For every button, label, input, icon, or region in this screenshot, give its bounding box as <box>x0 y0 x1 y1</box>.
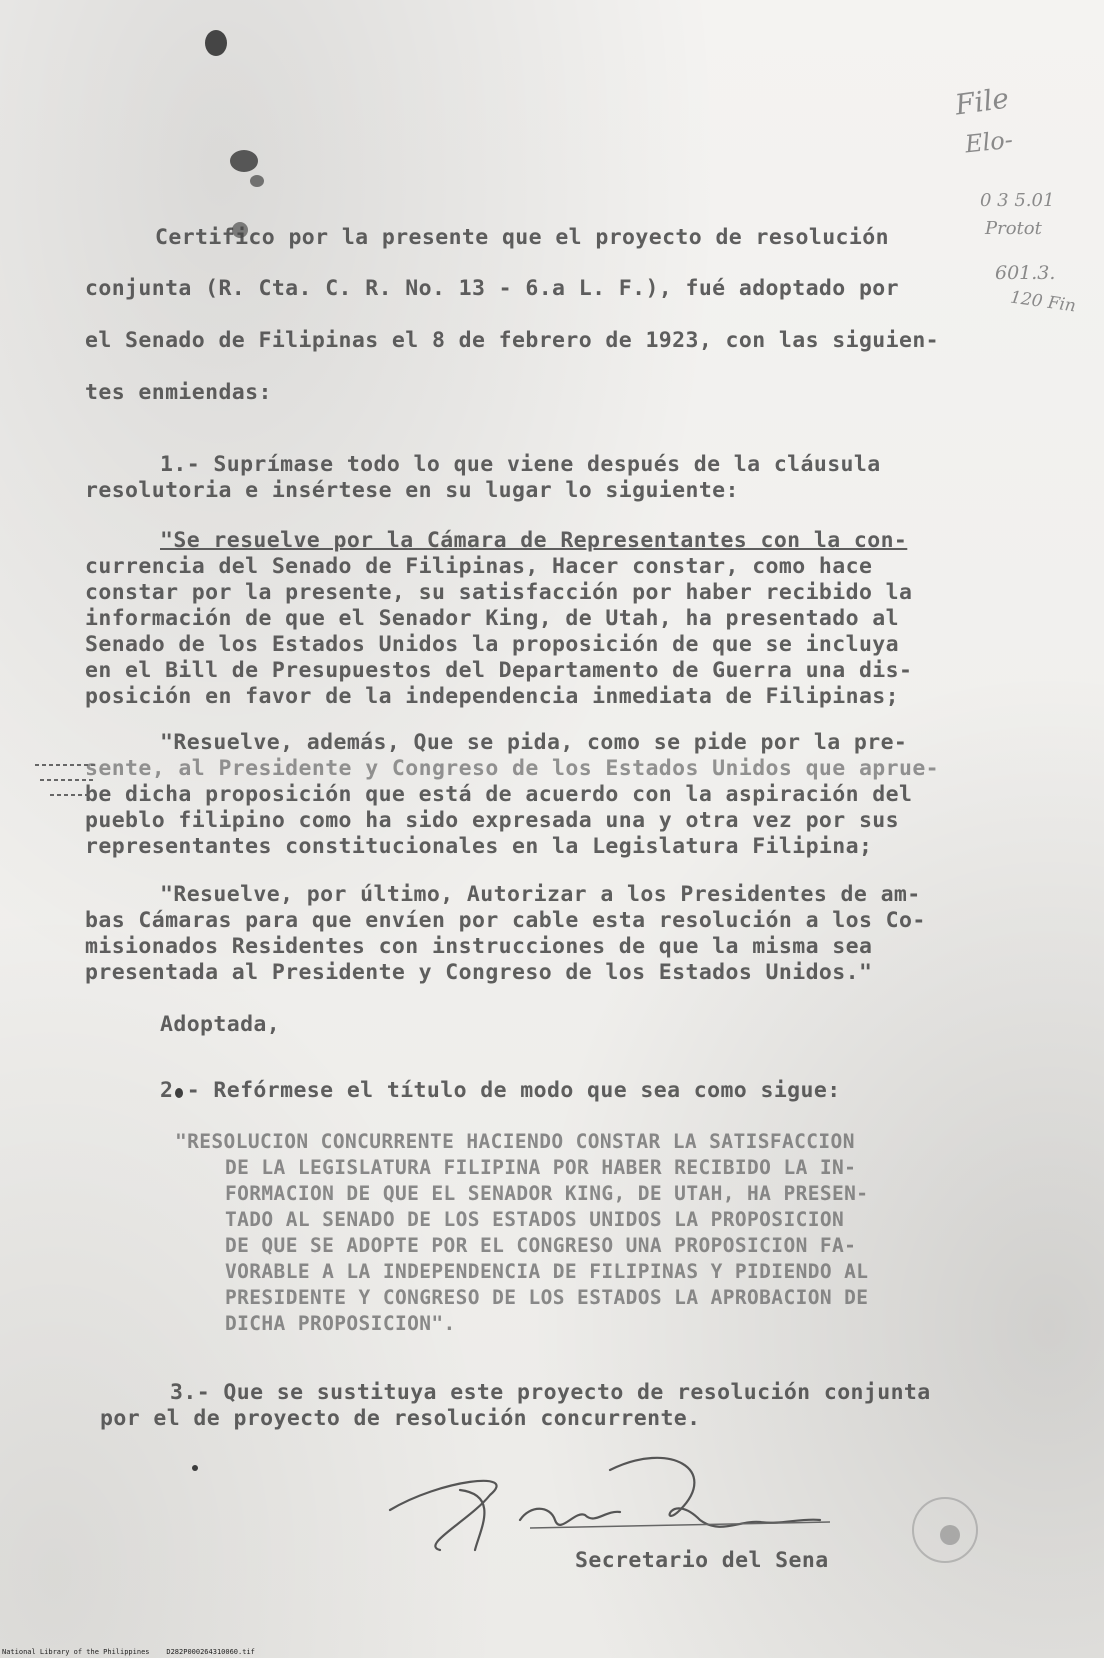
quote-line: misionados Residentes con instrucciones de que la misma sea <box>85 934 873 959</box>
body-line: Certifico por la presente que el proyecto de resolución <box>155 225 889 250</box>
body-line: conjunta (R. Cta. C. R. No. 13 - 6.a L. F.), fué adoptado por <box>85 276 899 301</box>
quote-line: "Se resuelve por la Cámara de Representantes con la con- <box>160 528 908 553</box>
adopted-label: Adoptada, <box>160 1012 281 1037</box>
caps-title-line: "RESOLUCION CONCURRENTE HACIENDO CONSTAR LA SATISFACCION <box>175 1130 855 1153</box>
ink-stain <box>250 175 264 187</box>
ink-stain <box>230 150 258 172</box>
body-line: resolutoria e insértese en su lugar lo siguiente: <box>85 478 739 503</box>
quote-line: bas Cámaras para que envíen por cable esta resolución a los Co- <box>85 908 926 933</box>
caps-title-line: FORMACION DE QUE EL SENADOR KING, DE UTAH, HA PRESEN- <box>225 1182 869 1205</box>
quote-line: posición en favor de la independencia inmediata de Filipinas; <box>85 684 899 709</box>
quote-line: presentada al Presidente y Congreso de los Estados Unidos." <box>85 960 873 985</box>
margin-note: Elo- <box>963 125 1015 159</box>
quote-line: constar por la presente, su satisfacción por haber recibido la <box>85 580 913 605</box>
body-line: tes enmiendas: <box>85 380 272 405</box>
quote-line: pueblo filipino como ha sido expresada una y otra vez por sus <box>85 808 899 833</box>
caps-title-line: VORABLE A LA INDEPENDENCIA DE FILIPINAS Y PIDIENDO AL <box>225 1260 869 1283</box>
margin-marks <box>30 755 100 825</box>
quote-line: currencia del Senado de Filipinas, Hacer constar, como hace <box>85 554 873 579</box>
margin-note: 601.3. <box>995 262 1056 284</box>
quote-line: be dicha proposición que está de acuerdo con la aspiración del <box>85 782 913 807</box>
body-line: 2.- Refórmese el título de modo que sea como sigue: <box>160 1078 841 1103</box>
margin-note: 0 3 5.01 <box>980 190 1055 211</box>
ink-stain <box>205 30 227 56</box>
caps-title-line: DE QUE SE ADOPTE POR EL CONGRESO UNA PROPOSICION FA- <box>225 1234 857 1257</box>
margin-note: File <box>952 81 1011 122</box>
ink-stain <box>192 1465 198 1471</box>
quote-line: "Resuelve, por último, Autorizar a los Presidentes de am- <box>160 882 921 907</box>
margin-note: 120 Fin <box>1008 287 1078 317</box>
quote-line: "Resuelve, además, Que se pida, como se pide por la pre- <box>160 730 908 755</box>
quote-line: en el Bill de Presupuestos del Departamento de Guerra una dis- <box>85 658 913 683</box>
file-name: D282P000264310060.tif <box>166 1648 255 1656</box>
caps-title-line: DICHA PROPOSICION". <box>225 1312 456 1335</box>
archive-label: National Library of the Philippines <box>2 1648 150 1656</box>
margin-note: Protot <box>985 218 1042 239</box>
caps-title-line: DE LA LEGISLATURA FILIPINA POR HABER RECIBIDO LA IN- <box>225 1156 857 1179</box>
body-line: por el de proyecto de resolución concurrente. <box>100 1406 701 1431</box>
signature-title: Secretario del Sena <box>575 1548 829 1573</box>
body-line: el Senado de Filipinas el 8 de febrero de 1923, con las siguien- <box>85 328 940 353</box>
quote-line: información de que el Senador King, de Utah, ha presentado al <box>85 606 899 631</box>
seal-stamp <box>900 1490 990 1570</box>
signature <box>380 1450 880 1560</box>
body-line: 1.- Suprímase todo lo que viene después de la cláusula <box>160 452 881 477</box>
archive-footer <box>2 1648 255 1656</box>
body-line: 3.- Que se sustituya este proyecto de resolución conjunta <box>170 1380 931 1405</box>
caps-title-line: PRESIDENTE Y CONGRESO DE LOS ESTADOS LA APROBACION DE <box>225 1286 869 1309</box>
quote-line: representantes constitucionales en la Legislatura Filipina; <box>85 834 873 859</box>
quote-line: Senado de los Estados Unidos la proposición de que se incluya <box>85 632 899 657</box>
caps-title-line: TADO AL SENADO DE LOS ESTADOS UNIDOS LA PROPOSICION <box>225 1208 845 1231</box>
quote-line: sente, al Presidente y Congreso de los Estados Unidos que aprue- <box>85 756 940 781</box>
